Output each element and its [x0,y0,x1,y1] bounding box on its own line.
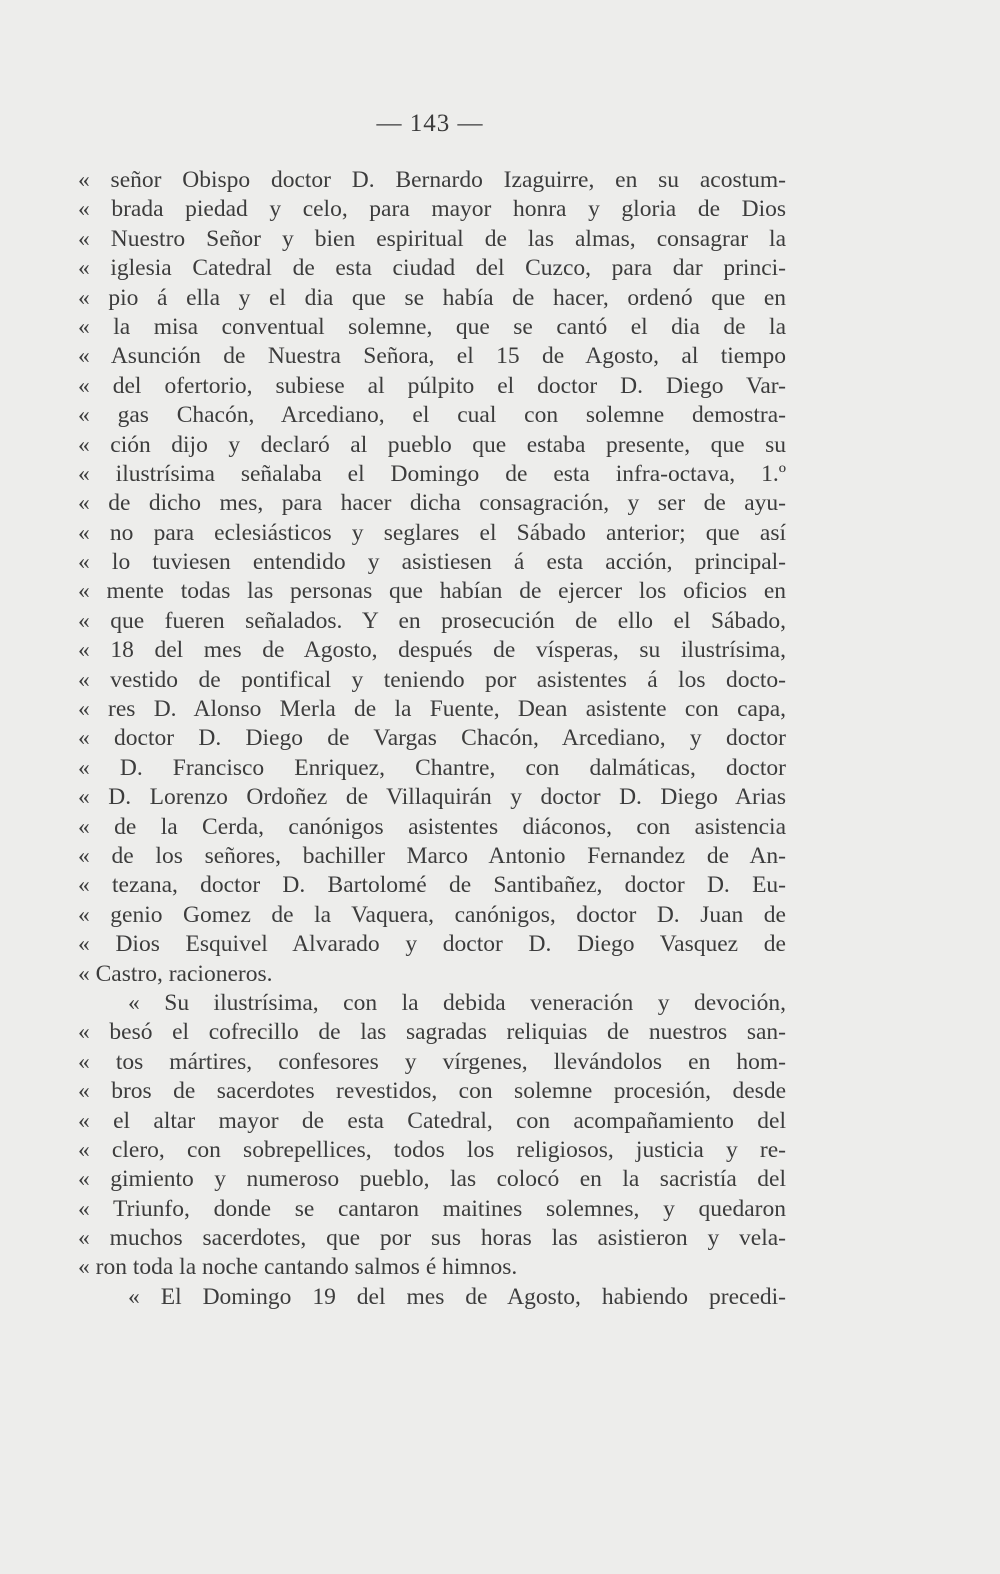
text-line: « Triunfo, donde se cantaron maitines solemnes, y quedaron [78,1195,786,1222]
text-line: « de los señores, bachiller Marco Antonio Fernandez de An- [78,842,786,869]
text-line: « de la Cerda, canónigos asistentes diáconos, con asistencia [78,813,786,840]
text-line: « gimiento y numeroso pueblo, las colocó en la sacristía del [78,1166,786,1193]
text-line: « el altar mayor de esta Catedral, con acompañamiento del [78,1107,786,1134]
text-line: « Nuestro Señor y bien espiritual de las almas, consagrar la [78,225,786,252]
text-line: « Su ilustrísima, con la debida veneración y devoción, [128,989,786,1016]
text-line: « lo tuviesen entendido y asistiesen á esta acción, principal- [78,549,786,576]
text-line: « Castro, racioneros. [78,960,273,987]
text-line: « res D. Alonso Merla de la Fuente, Dean asistente con capa, [78,696,786,723]
text-line: « vestido de pontifical y teniendo por asistentes á los docto- [78,666,786,693]
text-line: « tos mártires, confesores y vírgenes, llevándolos en hom- [78,1048,786,1075]
text-line: « doctor D. Diego de Vargas Chacón, Arcediano, y doctor [78,725,786,752]
text-line: « ilustrísima señalaba el Domingo de esta infra-octava, 1.º [78,460,786,487]
text-line: « Asunción de Nuestra Señora, el 15 de Agosto, al tiempo [78,343,786,370]
text-line: « D. Lorenzo Ordoñez de Villaquirán y doctor D. Diego Arias [78,784,786,811]
text-line: « pio á ella y el dia que se había de hacer, ordenó que en [78,284,786,311]
text-line: « D. Francisco Enriquez, Chantre, con dalmáticas, doctor [78,754,786,781]
text-line: « muchos sacerdotes, que por sus horas las asistieron y vela- [78,1225,786,1252]
body-text [78,166,786,1312]
page-number: — 143 — [376,110,484,137]
text-line: « no para eclesiásticos y seglares el Sábado anterior; que así [78,519,786,546]
text-line: « la misa conventual solemne, que se cantó el dia de la [78,313,786,340]
text-line: « gas Chacón, Arcediano, el cual con solemne demostra- [78,402,786,429]
text-line: « del ofertorio, subiese al púlpito el doctor D. Diego Var- [78,372,786,399]
text-line: « que fueren señalados. Y en prosecución de ello el Sábado, [78,607,786,634]
text-line: « mente todas las personas que habían de ejercer los oficios en [78,578,786,605]
text-line: « bros de sacerdotes revestidos, con solemne procesión, desde [78,1078,786,1105]
text-line: « brada piedad y celo, para mayor honra y gloria de Dios [78,196,786,223]
text-line: « ron toda la noche cantando salmos é himnos. [78,1254,518,1281]
text-line: « de dicho mes, para hacer dicha consagración, y ser de ayu- [78,490,786,517]
text-line: « señor Obispo doctor D. Bernardo Izaguirre, en su acostum- [78,167,786,193]
text-line: « iglesia Catedral de esta ciudad del Cuzco, para dar princi- [78,255,786,282]
text-line: « 18 del mes de Agosto, después de vísperas, su ilustrísima, [78,637,786,664]
text-line: « ción dijo y declaró al pueblo que estaba presente, que su [78,431,786,458]
text-line: « clero, con sobrepellices, todos los religiosos, justicia y re- [78,1136,786,1163]
text-line: « besó el cofrecillo de las sagradas reliquias de nuestros san- [78,1019,786,1046]
text-line: « Dios Esquivel Alvarado y doctor D. Diego Vasquez de [78,931,786,958]
text-line: « tezana, doctor D. Bartolomé de Santibañez, doctor D. Eu- [78,872,786,899]
text-line: « El Domingo 19 del mes de Agosto, habiendo precedi- [128,1283,786,1310]
text-line: « genio Gomez de la Vaquera, canónigos, doctor D. Juan de [78,901,786,928]
